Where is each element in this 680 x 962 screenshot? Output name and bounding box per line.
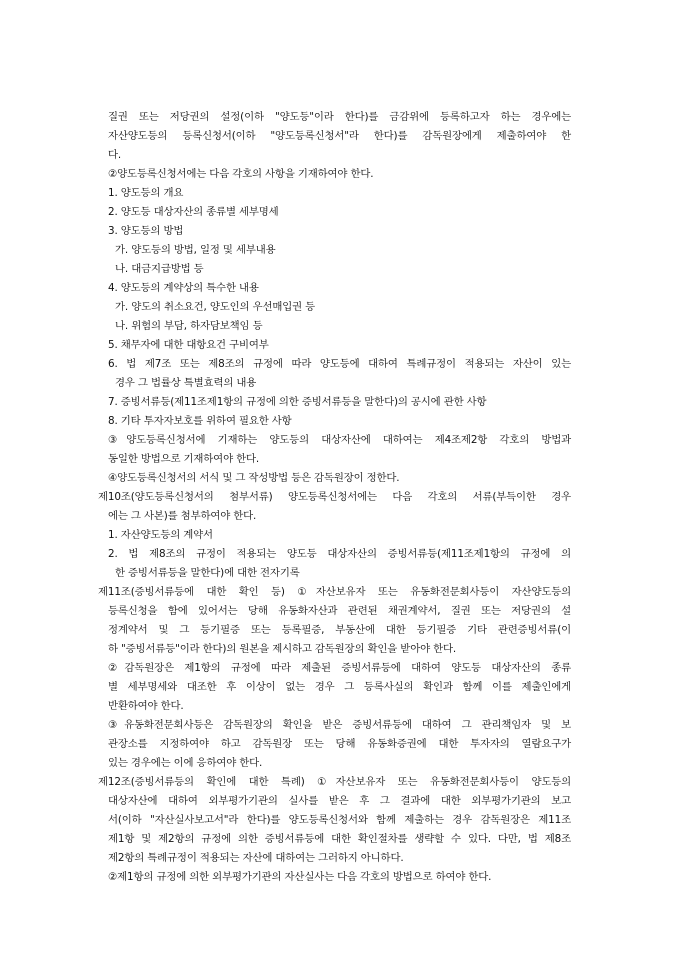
- text-line: 8. 기타 투자자보호를 위하여 필요한 사항: [108, 415, 292, 427]
- text-line: ②제1항의 규정에 의한 외부평가기관의 자산실사는 다음 각호의 방법으로 하여야 한다.: [108, 871, 492, 883]
- text-line: 다.: [108, 149, 122, 161]
- text-line: 나. 위험의 부담, 하자담보책임 등: [115, 320, 263, 332]
- text-line: 별 세부명세와 대조한 후 이상이 없는 경우 그 등록사실의 확인과 함께 이를 제출인에게: [108, 681, 571, 693]
- text-line: ③유동화전문회사등은 감독원장의 확인을 받은 증빙서류등에 대하여 그 관리책임자 및 보: [108, 719, 571, 731]
- text-line: 1. 자산양도등의 계약서: [108, 529, 213, 541]
- text-line: ③양도등록신청서에 기재하는 양도등의 대상자산에 대하여는 제4조제2항 각호의 방법과: [108, 434, 571, 446]
- text-line: 2. 양도등 대상자산의 종류별 세부명세: [108, 206, 279, 218]
- text-line: 자산양도등의 등록신청서(이하 "양도등록신청서"라 한다)를 감독원장에게 제출하여야 한: [108, 130, 571, 142]
- text-line: 한 증빙서류등을 말한다)에 대한 전자기록: [115, 567, 300, 579]
- text-line: 동일한 방법으로 기재하여야 한다.: [108, 453, 260, 465]
- text-line: ②양도등록신청서에는 다음 각호의 사항을 기재하여야 한다.: [108, 168, 374, 180]
- text-line: 6. 법 제7조 또는 제8조의 규정에 따라 양도등에 대하여 특례규정이 적용되는 자산이 있는: [108, 358, 571, 370]
- article-heading-line: 제11조(증빙서류등에 대한 확인 등) ①자산보유자 또는 유동화전문회사등이 자산양도등의: [98, 586, 571, 598]
- text-line: 제1항 및 제2항의 규정에 의한 증빙서류등에 대한 확인절차를 생략할 수 있다. 다만, 법 제8조: [108, 833, 571, 845]
- text-line: 하 "증빙서류등"이라 한다)의 원본을 제시하고 감독원장의 확인을 받아야 한다.: [108, 643, 457, 655]
- text-line: 1. 양도등의 개요: [108, 187, 184, 199]
- text-line: 정계약서 및 그 등기필증 또는 등록필증, 부동산에 대한 등기필증 기타 관련증빙서류(이: [108, 624, 571, 636]
- text-line: 경우 그 법률상 특별효력의 내용: [115, 377, 257, 389]
- text-line: 7. 증빙서류등(제11조제1항의 규정에 의한 증빙서류등을 말한다)의 공시에 관한 사항: [108, 396, 487, 408]
- text-line: 있는 경우에는 이에 응하여야 한다.: [108, 757, 263, 769]
- text-line: 제2항의 특례규정이 적용되는 자산에 대하여는 그러하지 아니하다.: [108, 852, 404, 864]
- text-line: 반환하여야 한다.: [108, 700, 184, 712]
- text-line: 등록신청을 함에 있어서는 당해 유동화자산과 관련된 채권계약서, 질권 또는 저당권의 설: [108, 605, 571, 617]
- text-line: 4. 양도등의 계약상의 특수한 내용: [108, 282, 259, 294]
- text-line: 대상자산에 대하여 외부평가기관의 실사를 받은 후 그 결과에 대한 외부평가기관의 보고: [108, 795, 571, 807]
- text-line: 3. 양도등의 방법: [108, 225, 184, 237]
- text-line: 서(이하 "자산실사보고서"라 한다)를 양도등록신청서와 함께 제출하는 경우 감독원장은 제11조: [108, 814, 571, 826]
- text-line: 에는 그 사본)를 첨부하여야 한다.: [108, 510, 257, 522]
- text-line: ②감독원장은 제1항의 규정에 따라 제출된 증빙서류등에 대하여 양도등 대상자산의 종류: [108, 662, 571, 674]
- text-line: 나. 대금지급방법 등: [115, 263, 204, 275]
- text-line: ④양도등록신청서의 서식 및 그 작성방법 등은 감독원장이 정한다.: [108, 472, 400, 484]
- text-line: 관장소를 지정하여야 하고 감독원장 또는 당해 유동화증권에 대한 투자자의 열람요구가: [108, 738, 571, 750]
- article-heading-line: 제10조(양도등록신청서의 첨부서류) 양도등록신청서에는 다음 각호의 서류(부득이한 경우: [98, 491, 571, 503]
- text-line: 질권 또는 저당권의 설정(이하 "양도등"이라 한다)를 금감위에 등록하고자 하는 경우에는: [108, 111, 571, 123]
- text-line: 2. 법 제8조의 규정이 적용되는 양도등 대상자산의 증빙서류등(제11조제1항의 규정에 의: [108, 548, 571, 560]
- text-line: 가. 양도의 취소요건, 양도인의 우선매입권 등: [115, 301, 316, 313]
- text-line: 가. 양도등의 방법, 일정 및 세부내용: [115, 244, 276, 256]
- article-heading-line: 제12조(증빙서류등의 확인에 대한 특례) ①자산보유자 또는 유동화전문회사등이 양도등의: [98, 776, 571, 788]
- text-line: 5. 채무자에 대한 대항요건 구비여부: [108, 339, 269, 351]
